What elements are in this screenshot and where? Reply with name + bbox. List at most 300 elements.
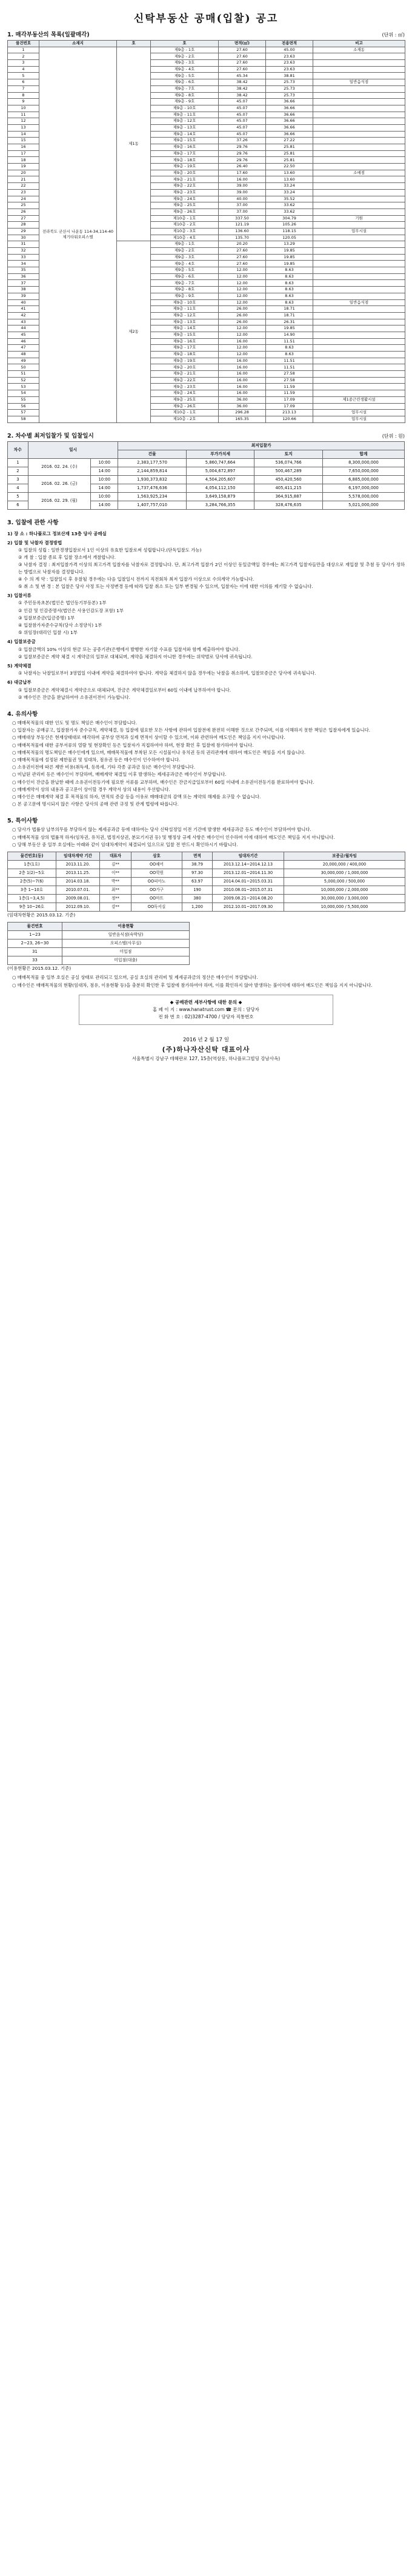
lease-cell: 2층 1(2)~5호 [8,869,56,878]
section2-unit: (단위 : 원) [382,433,405,439]
unit-cell: 제9층 - 19호 [151,358,219,364]
text-paragraph: ○ 매수인은 매매목적물의 현황(임대차, 점유, 이용현황 등)을 충분히 확인한 후 입찰에 참가하여야 하며, 이를 확인하지 않아 발생하는 불이익에 대하여 매도인은 책임을 지지 아니합니다. [12,982,373,988]
unit-cell: 제9층 - 21호 [151,176,219,183]
total-cell: 6,197,000,000 [322,484,404,492]
exclusive-area-cell: 17.09 [266,396,313,403]
remark-cell: 일반음식점 [313,79,405,86]
item-number: 41 [8,306,39,313]
lease-cell: 1층(1호) [8,861,56,869]
unit-cell: 제9층 - 13호 [151,319,219,325]
item-number: 5 [8,73,39,79]
remark-cell [313,345,405,352]
text-line: 2) 입찰 및 낙찰자 결정방법 [7,539,62,546]
section2-heading [7,432,405,441]
unit-cell: 제9층 - 15호 [151,138,219,144]
section4-heading [7,710,405,719]
unit-cell: 제9층 - 23호 [151,384,219,390]
time-cell: 10:00 [91,492,118,501]
area-cell: 45.34 [219,73,266,79]
remark-cell [313,189,405,196]
area-cell: 45.07 [219,112,266,118]
unit-cell: 제9층 - 25호 [151,202,219,209]
col-header: 토지 [254,450,323,458]
lease-cell: 2012.10.01~2017.09.30 [213,903,284,912]
item-number: 33 [8,254,39,261]
col-header: 물건번호(동) [8,852,56,861]
vat-cell: 450,420,560 [254,475,323,484]
unit-cell: 제9층 - 11호 [151,112,219,118]
vat-cell: 328,476,635 [254,501,323,509]
item-number: 24 [8,196,39,202]
unit-cell: 제9층 - 24호 [151,390,219,397]
exclusive-area-cell: 19.85 [266,261,313,267]
exclusive-area-cell: 18.71 [266,312,313,319]
exclusive-area-cell: 25.81 [266,150,313,157]
section5-title: 5. 특이사항 [7,818,38,825]
remark-cell [313,390,405,397]
item-number: 14 [8,131,39,138]
item-number: 42 [8,312,39,319]
remark-cell [313,85,405,92]
unit-cell: 제9층 - 6호 [151,273,219,280]
text-paragraph: ○ 매수인이 잔금을 완납한 때에 소유권이전등기에 필요한 서류를 교부하며, 매수인은 잔금지급일로부터 60일 이내에 소유권이전등기를 완료하여야 합니다. [12,779,314,785]
round-cell: 3 [8,475,28,484]
lease-cell: 최** [100,886,131,895]
table-row [8,903,405,912]
item-number: 6 [8,79,39,86]
text-line: ① 입찰금액의 10% 이상의 현금 또는 공증기관(은행에서 발행한 자기앞 수표를 입찰서와 함께 제출하여야 합니다. [18,646,240,652]
exclusive-area-cell: 27.58 [266,377,313,384]
unit-cell: 제9층 - 13호 [151,124,219,131]
exclusive-area-cell: 105.26 [266,222,313,229]
area-cell: 38.42 [219,92,266,99]
area-cell: 29.76 [219,144,266,151]
area-cell: 27.60 [219,47,266,53]
exclusive-area-cell: 11.51 [266,358,313,364]
exclusive-area-cell: 13.60 [266,176,313,183]
exclusive-area-cell: 27.22 [266,138,313,144]
lease-cell: OO독서실 [131,903,182,912]
remark-cell: 소재동 [313,47,405,53]
unit-cell: 제10층 - 1호 [151,215,219,222]
col-header: 물건번호 [8,41,39,47]
time-cell: 14:00 [91,501,118,509]
text-line: 6) 대금납부 [7,679,32,686]
area-cell: 45.07 [219,131,266,138]
text-paragraph: ○ 매매목적물 중 일부 호실은 공실 상태로 관리되고 있으며, 공실 호실의 관리비 및 제세공과금의 정산은 매수인이 부담합니다. [12,975,258,981]
round-cell: 1 [8,458,28,467]
exclusive-area-cell: 13.60 [266,170,313,176]
item-number: 34 [8,261,39,267]
area-cell: 12.00 [219,280,266,287]
usage-cell: 미입점 [62,948,190,956]
exclusive-area-cell: 22.50 [266,164,313,170]
item-number: 51 [8,371,39,378]
unit-cell: 제9층 - 3호 [151,60,219,67]
lease-cell: 9층 10~26호 [8,903,56,912]
building-price-cell: 4,054,112,150 [186,484,254,492]
contact-line: 홈 페 이 지 : www.hanatrust.com ☎ 문의 : 담당자 [153,1006,259,1012]
text-paragraph: ○ 당해 부동산 중 일부 호실에는 아래와 같이 임대차계약이 체결되어 있으므로 입찰 전 반드시 확인하시기 바랍니다. [12,841,238,847]
area-cell: 136.60 [219,228,266,235]
unit-cell: 제10층 - 1호 [151,410,219,416]
remark-cell [313,222,405,229]
exclusive-area-cell: 36.66 [266,112,313,118]
total-cell: 5,578,000,000 [322,492,404,501]
text-paragraph: ○ 당사가 법률상 납부의무를 부담하지 않는 제세공과금 등에 대하여는 당사 신탁설정일 이전 기간에 발생한 제세공과금 등도 매수인이 부담하여야 합니다. [12,827,311,833]
text-line: ① 낙찰자는 낙찰일로부터 3영업일 이내에 계약을 체결하여야 합니다. 계약을 체결하지 않을 경우에는 낙찰을 취소하며, 입찰보증금은 당사에 귀속됩니다. [18,670,316,676]
text-line: ② 매수인은 잔금을 완납하여야 소유권이전이 가능합니다. [18,694,130,700]
item-number: 31 [8,241,39,248]
remark-cell [313,157,405,164]
item-number: 37 [8,280,39,287]
unit-cell: 제10층 - 3호 [151,228,219,235]
lease-table [7,852,405,912]
lease-cell: 2012.09.10. [56,903,100,912]
item-number: 1 [8,47,39,53]
exclusive-area-cell: 36.66 [266,105,313,112]
table-row [8,886,405,895]
exclusive-area-cell: 26.31 [266,319,313,325]
unit-cell: 제9층 - 16호 [151,338,219,345]
lease-cell: 2013.12.01~2014.11.30 [213,869,284,878]
lease-cell: 2013.11.25. [56,869,100,878]
col-header: 소재지 [39,41,117,47]
item-number: 20 [8,170,39,176]
vat-cell: 536,074,766 [254,458,323,467]
building-price-cell: 4,504,205,607 [186,475,254,484]
vat-cell: 500,467,289 [254,467,323,475]
text-paragraph: ○ 매수인은 매매계약 체결 후 목적물의 하자, 면적의 증감 등을 이유로 매매대금의 감액 또는 계약의 해제를 요구할 수 없습니다. [12,794,261,800]
lease-cell: 20,000,000 / 400,000 [284,861,405,869]
remark-cell [313,325,405,332]
section4-title: 4. 유의사항 [7,711,38,718]
remark-cell: 기원 [313,215,405,222]
remark-cell: 제1종근린생활시설 [313,396,405,403]
lease-note: (임대차현황은 2015.03.12. 기준) [7,912,76,918]
remark-cell [313,332,405,338]
exclusive-area-cell: 19.85 [266,325,313,332]
item-number: 39 [8,293,39,299]
exclusive-area-cell: 25.81 [266,144,313,151]
area-cell: 29.76 [219,150,266,157]
remark-cell [313,293,405,299]
date-cell: 2016. 02. 24. (수) [28,458,91,475]
text-line: ① 입찰보증금은 계약체결시 계약금으로 대체되며, 잔금은 계약체결일로부터 60일 이내에 납부하여야 합니다. [18,687,231,693]
remark-cell: 업무시설 [313,228,405,235]
lease-cell: OO피아노 [131,878,182,886]
area-cell: 26.00 [219,319,266,325]
item-number: 29 [8,228,39,235]
text-line: ③ 낙찰자 결정 : 최저입찰가격 이상의 최고가격 입찰자를 낙찰자로 결정합니다. 단, 최고가격 입찰가 2인 이상인 동일금액일 경우에는 최고가격 입찰자들만을 대상으로 재입찰 및 추첨 등 당사가 정하는 방법으로 낙찰자를 결정합니다. [18,562,405,575]
col-header: 면적(㎡) [219,41,266,47]
remark-cell [313,92,405,99]
text-paragraph: ○ 매매목적물의 대한 인도 및 명도 책임은 매수인이 부담합니다. [12,720,138,726]
unit-cell: 제9층 - 18호 [151,157,219,164]
text-line: 1) 장 소 : 하나플로그 정보산재 13층 당사 공매실 [7,530,107,536]
item-number: 4 [8,66,39,73]
area-cell: 12.00 [219,299,266,306]
area-cell: 45.07 [219,124,266,131]
text-line: ④ 입찰참가자준수규칙(당사 소정양식) 1부 [18,622,102,628]
lease-cell: 97.30 [182,869,213,878]
text-line: ④ 수 의 계 약 : 입찰일시 후 유찰될 경우에는 다음 입찰일시 전까지 직전회차 최저 입찰가 이상으로 수의계약 가능합니다. [18,576,254,582]
remark-cell: 업무시설 [313,410,405,416]
remark-cell [313,112,405,118]
exclusive-area-cell: 304.79 [266,215,313,222]
remark-cell [313,261,405,267]
section3-title: 3. 입찰에 관한 사항 [7,519,59,526]
exclusive-area-cell: 120.66 [266,416,313,422]
area-cell: 16.00 [219,371,266,378]
exclusive-area-cell: 11.59 [266,384,313,390]
unit-cell: 제9층 - 9호 [151,99,219,105]
exclusive-area-cell: 33.24 [266,183,313,190]
unit-cell: 제9층 - 11호 [151,306,219,313]
bid-schedule-table [7,441,405,510]
exclusive-area-cell: 19.85 [266,254,313,261]
area-cell: 45.07 [219,118,266,125]
area-cell: 27.60 [219,254,266,261]
remark-cell [313,209,405,215]
area-cell: 27.60 [219,248,266,255]
item-number: 23 [8,189,39,196]
text-paragraph: ○ 매매목적물에 설정된 제한물권 및 임대차, 점유권 등은 매수인이 인수하여야 합니다. [12,757,181,763]
exclusive-area-cell: 8.63 [266,293,313,299]
remark-cell [313,364,405,371]
remark-cell [313,384,405,390]
bid-schedule-header [8,441,405,450]
land-price-cell: 1,737,476,636 [118,484,187,492]
exclusive-area-cell: 8.63 [266,352,313,358]
land-price-cell: 2,144,859,814 [118,467,187,475]
col-header: 호 [151,41,219,47]
remark-cell [313,319,405,325]
notice-date: 2016 년 2 월 17 일 [183,1036,229,1043]
lease-cell: OO가구 [131,886,182,895]
item-number: 58 [8,416,39,422]
col-header: 면적 [182,852,213,861]
unit-cell: 제9층 - 14호 [151,131,219,138]
exclusive-area-cell: 33.62 [266,209,313,215]
col-header: 임대차계약 기간 [56,852,100,861]
area-cell: 36.00 [219,396,266,403]
section2-title: 2. 차수별 최저입찰가 및 입찰일시 [7,432,94,439]
exclusive-area-cell: 38.81 [266,73,313,79]
unit-cell: 제9층 - 26호 [151,403,219,410]
lease-cell: 10,000,000 / 2,000,000 [284,886,405,895]
unit-cell: 제9층 - 26호 [151,209,219,215]
col-header: 최저입찰가 [118,441,405,450]
exclusive-area-cell: 25.73 [266,85,313,92]
exclusive-area-cell: 14.90 [266,332,313,338]
text-paragraph: ○ 매매목적물의 명도책임은 매수인에게 있으며, 매매목적물에 부착된 모든 시설물이나 유치권 등의 권리관계에 대하여 매도인은 책임을 지지 않습니다. [12,749,306,755]
item-number: 11 [8,112,39,118]
remark-cell [313,287,405,293]
land-price-cell: 2,383,177,570 [118,458,187,467]
area-cell: 296.28 [219,410,266,416]
exclusive-area-cell: 23.63 [266,60,313,67]
area-cell: 12.00 [219,352,266,358]
remark-cell [313,176,405,183]
item-number: 48 [8,352,39,358]
item-number: 9 [8,99,39,105]
usage-note: (이용현황은 2015.03.12. 기준) [7,966,71,972]
table-row [8,948,190,956]
total-cell: 5,021,000,000 [322,501,404,509]
land-price-cell: 1,563,925,234 [118,492,187,501]
exclusive-area-cell: 8.63 [266,345,313,352]
lease-body [8,861,405,912]
exclusive-area-cell: 213.13 [266,410,313,416]
usage-body [8,931,190,965]
text-line: ⑤ 위임장(대리인 입찰 시) 1부 [18,630,78,636]
unit-cell: 제9층 - 4호 [151,66,219,73]
time-cell: 14:00 [91,467,118,475]
area-cell: 27.60 [219,53,266,60]
unit-cell: 제9층 - 19호 [151,164,219,170]
lease-cell: 정** [100,895,131,903]
unit-cell: 제9층 - 5호 [151,73,219,79]
exclusive-area-cell: 23.63 [266,66,313,73]
unit-cell: 제9층 - 14호 [151,325,219,332]
exclusive-area-cell: 8.63 [266,273,313,280]
area-cell: 27.60 [219,60,266,67]
exclusive-area-cell: 19.85 [266,248,313,255]
unit-cell: 제9층 - 1호 [151,241,219,248]
area-cell: 16.00 [219,338,266,345]
item-number: 18 [8,157,39,164]
exclusive-area-cell: 27.58 [266,371,313,378]
unit-cell: 제9층 - 8호 [151,287,219,293]
item-number: 2 [8,53,39,60]
remark-cell [313,53,405,60]
area-cell: 27.60 [219,66,266,73]
usage-cell: 일반음식점(숙박당) [62,931,190,939]
area-cell: 37.00 [219,209,266,215]
exclusive-area-cell: 35.52 [266,196,313,202]
unit-cell: 제10층 - 2호 [151,416,219,422]
remark-cell [313,202,405,209]
lease-cell: 10,000,000 / 5,500,000 [284,903,405,912]
exclusive-area-cell: 8.63 [266,287,313,293]
remark-cell [313,280,405,287]
item-number: 8 [8,92,39,99]
contact-title: ◆ 공매관련 세부사항에 대한 문의 ◆ [170,999,242,1005]
item-number: 46 [8,338,39,345]
special-notes-text [7,826,405,848]
lease-cell: 2010.08.01~2015.07.31 [213,886,284,895]
bid-terms-text [7,530,405,701]
text-line: 4) 입찰보증금 [7,639,36,645]
item-number: 55 [8,396,39,403]
exclusive-area-cell: 33.24 [266,189,313,196]
unit-cell: 제9층 - 12호 [151,312,219,319]
col-header: 대표자 [100,852,131,861]
building-price-cell: 3,649,158,879 [186,492,254,501]
table-row [8,861,405,869]
text-paragraph: ○ 본 공고문에 명시되지 않은 사항은 당사의 공매 관련 규정 및 관계 법령에 따릅니다. [12,801,179,807]
remark-cell [313,377,405,384]
item-number: 15 [8,138,39,144]
unit-cell: 제9층 - 17호 [151,150,219,157]
remark-cell [313,338,405,345]
exclusive-area-cell: 45.00 [266,47,313,53]
usage-cell: 오피스텔(사무실) [62,939,190,948]
text-paragraph: ○ 입찰자는 공매공고, 입찰참가자 준수규칙, 계약체결, 등 입찰에 필요한 모든 사항에 관하여 입찰전에 완전히 이해한 것으로 간주되며, 이를 이해하지 못한 책임은 입찰자에게 있습니다. [12,727,371,733]
item-number: 52 [8,377,39,384]
remark-cell [313,150,405,157]
area-cell: 12.00 [219,267,266,274]
remark-cell [313,306,405,313]
remark-cell [313,248,405,255]
table-row [8,931,190,939]
col-header: 합계 [322,450,404,458]
vat-cell: 364,915,887 [254,492,323,501]
area-cell: 45.07 [219,105,266,112]
unit-cell: 제9층 - 22호 [151,183,219,190]
area-cell: 39.00 [219,183,266,190]
text-paragraph: ○ 매매목적물 상의 법률적 하자(임차권, 유치권, 법정지상권, 분묘기지권 등) 및 행정상 규제 사항은 매수인이 인수하며 이에 대하여 매도인은 책임을 지지 아니합니다. [12,834,335,840]
area-cell: 38.42 [219,79,266,86]
table-row [8,939,190,948]
lease-cell: 380 [182,895,213,903]
area-cell: 12.00 [219,325,266,332]
item-number: 57 [8,410,39,416]
building-price-cell: 3,284,766,355 [186,501,254,509]
table-row [8,895,405,903]
remark-cell [313,118,405,125]
area-cell: 27.60 [219,261,266,267]
exclusive-area-cell: 8.63 [266,267,313,274]
item-number: 36 [8,273,39,280]
building-cell: 제2동 [117,241,151,422]
remark-cell [313,235,405,241]
unit-cell: 제10층 - 4호 [151,235,219,241]
unit-cell: 제9층 - 1호 [151,47,219,53]
exclusive-area-cell: 118.15 [266,228,313,235]
text-line: ② 개 찰 : 입찰 종료 후 입찰 장소에서 개찰합니다. [18,555,116,561]
item-number: 54 [8,390,39,397]
issuer-address: 서울특별시 강남구 테헤란로 127, 15층(역삼동, 하나플로그빌딩 강남사옥) [131,1055,281,1061]
table-row [8,47,405,53]
item-number: 32 [8,248,39,255]
area-cell: 135.70 [219,235,266,241]
remark-cell: 일반음식점 [313,299,405,306]
area-cell: 38.42 [219,85,266,92]
usage-header [8,923,190,931]
usage-cell: 미입점(대출) [62,956,190,965]
usage-cell: 1~23 [8,931,62,939]
property-list-header [8,41,405,47]
unit-cell: 제9층 - 20호 [151,364,219,371]
unit-cell: 제9층 - 10호 [151,299,219,306]
unit-cell: 제9층 - 6호 [151,79,219,86]
lease-cell: 2013.12.14~2014.12.13 [213,861,284,869]
area-cell: 26.00 [219,312,266,319]
area-cell: 37.26 [219,138,266,144]
unit-cell: 제9층 - 7호 [151,85,219,92]
remark-cell [313,273,405,280]
remark-cell [313,267,405,274]
col-header: 비고 [313,41,405,47]
lease-cell: 강** [100,903,131,912]
property-list-body [8,47,405,422]
lease-cell: 2014.03.18. [56,878,100,886]
area-cell: 26.40 [219,164,266,170]
area-cell: 40.00 [219,196,266,202]
item-number: 45 [8,332,39,338]
